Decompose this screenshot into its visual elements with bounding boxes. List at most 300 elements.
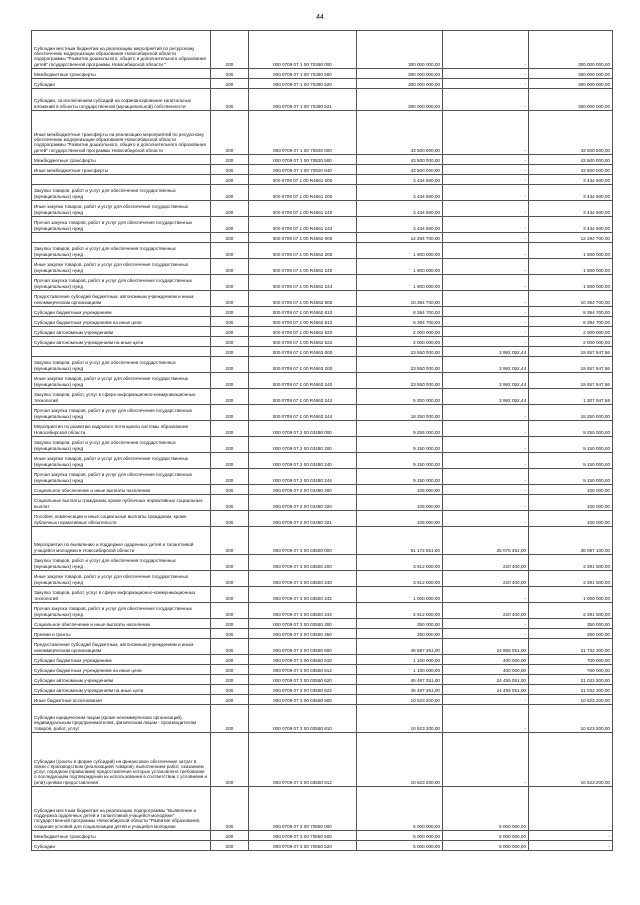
row-classification-cell: 000 0709 07 2 00 03480 244 bbox=[249, 469, 357, 485]
row-executed-cell: - bbox=[443, 437, 529, 453]
row-plan-cell: 8 394 700,00 bbox=[357, 317, 443, 327]
row-name-cell: Субсидии bbox=[32, 79, 211, 89]
row-plan-cell: 1 100 000,00 bbox=[357, 665, 443, 675]
row-classification-cell: 000 0709 07 1 00 R4663 200 bbox=[249, 357, 357, 373]
row-code-cell: 200 bbox=[211, 655, 249, 665]
row-remaining-cell: 2 000 000,00 bbox=[529, 327, 613, 337]
table-row bbox=[32, 307, 613, 317]
row-classification-cell: 000 0709 07 1 00 R4663 000 bbox=[249, 347, 357, 357]
row-plan-cell: 5 300 000,00 bbox=[357, 389, 443, 405]
row-remaining-cell: 300 000 000,00 bbox=[529, 69, 613, 79]
row-classification-cell: 000 0709 07 3 00 03550 600 bbox=[249, 639, 357, 655]
row-code-cell: 200 bbox=[211, 69, 249, 79]
row-classification-cell: 000 0709 07 3 00 03550 300 bbox=[249, 619, 357, 629]
row-remaining-cell: 3 434 600,00 bbox=[529, 217, 613, 233]
row-executed-cell: - bbox=[443, 79, 529, 89]
row-remaining-cell: 1 307 947,56 bbox=[529, 389, 613, 405]
row-name-cell: Субсидии юридическим лицам (кроме некоммерческих организаций), индивидуальным предпринимателям, физическим лицам - производителям товаров, работ, услуг bbox=[32, 705, 211, 733]
row-executed-cell: - bbox=[443, 327, 529, 337]
row-executed-cell: - bbox=[443, 733, 529, 787]
row-name-cell: Социальные выплаты гражданам, кроме публичных нормативных социальных выплат bbox=[32, 495, 211, 511]
row-code-cell: 200 bbox=[211, 831, 249, 841]
row-executed-cell: - bbox=[443, 275, 529, 291]
row-classification-cell: 000 0709 07 1 00 R4663 244 bbox=[249, 405, 357, 421]
row-code-cell: 200 bbox=[211, 685, 249, 695]
row-name-cell: Субсидии бюджетным учреждениям на иные цели bbox=[32, 665, 211, 675]
table-row bbox=[32, 373, 613, 389]
table-row bbox=[32, 695, 613, 705]
row-code-cell: 200 bbox=[211, 421, 249, 437]
row-classification-cell: 000 0709 07 3 00 03550 620 bbox=[249, 675, 357, 685]
row-code-cell: 200 bbox=[211, 347, 249, 357]
row-executed-cell: - bbox=[443, 233, 529, 243]
row-plan-cell: 10 623 200,00 bbox=[357, 733, 443, 787]
row-code-cell: 200 bbox=[211, 201, 249, 217]
row-remaining-cell: 350 000,00 bbox=[529, 619, 613, 629]
row-remaining-cell: 1 000 000,00 bbox=[529, 587, 613, 603]
budget-table bbox=[31, 30, 613, 851]
row-remaining-cell: 1 900 000,00 bbox=[529, 259, 613, 275]
row-plan-cell: 9 255 000,00 bbox=[357, 421, 443, 437]
row-executed-cell: - bbox=[443, 695, 529, 705]
row-executed-cell: 5 000 000,00 bbox=[443, 841, 529, 851]
table-row bbox=[32, 831, 613, 841]
row-plan-cell: 105 000,00 bbox=[357, 495, 443, 511]
row-classification-cell: 000 0709 07 3 00 03550 610 bbox=[249, 655, 357, 665]
row-classification-cell: 000 0709 07 1 00 70820 500 bbox=[249, 155, 357, 165]
row-plan-cell: 23 550 000,00 bbox=[357, 373, 443, 389]
row-remaining-cell: 43 500 000,00 bbox=[529, 165, 613, 175]
row-code-cell: 200 bbox=[211, 675, 249, 685]
row-code-cell: 200 bbox=[211, 639, 249, 655]
row-classification-cell: 000 0709 07 1 00 70380 520 bbox=[249, 79, 357, 89]
table-row bbox=[32, 337, 613, 347]
row-name-cell: Субсидии бюджетным учреждениям на иные цели bbox=[32, 317, 211, 327]
row-classification-cell: 000 0709 07 1 00 70380 000 bbox=[249, 31, 357, 69]
row-name-cell: Закупка товаров, работ и услуг для обеспечения государственных (муниципальных) нужд bbox=[32, 243, 211, 259]
row-classification-cell: 000 0709 07 3 00 70550 520 bbox=[249, 841, 357, 851]
row-code-cell: 200 bbox=[211, 587, 249, 603]
row-code-cell: 200 bbox=[211, 571, 249, 587]
row-classification-cell: 000 0709 07 1 00 R4663 240 bbox=[249, 373, 357, 389]
row-name-cell: Субсидии бюджетным учреждениям bbox=[32, 655, 211, 665]
row-name-cell: Субсидии местным бюджетам на реализацию мероприятий по ресурсному обеспечению модернизации образования Новосибирской области подпрограммы "Развитие дошкольного, общего и дополнительного образования детей" государственной программы Новосибирской области " bbox=[32, 31, 211, 69]
row-code-cell: 200 bbox=[211, 603, 249, 619]
row-name-cell: Закупка товаров, работ, услуг в сфере информационно-коммуникационных технологий bbox=[32, 587, 211, 603]
row-executed-cell: 400 000,00 bbox=[443, 655, 529, 665]
row-plan-cell: 2 612 000,00 bbox=[357, 603, 443, 619]
row-plan-cell: 5 000 000,00 bbox=[357, 841, 443, 851]
row-executed-cell: - bbox=[443, 201, 529, 217]
row-plan-cell: 10 394 700,00 bbox=[357, 291, 443, 307]
row-remaining-cell: - bbox=[529, 841, 613, 851]
row-executed-cell: - bbox=[443, 155, 529, 165]
row-code-cell: 200 bbox=[211, 511, 249, 527]
row-remaining-cell: 19 557 947,56 bbox=[529, 357, 613, 373]
row-plan-cell: 3 612 000,00 bbox=[357, 555, 443, 571]
row-executed-cell: 3 992 052,44 bbox=[443, 357, 529, 373]
row-remaining-cell: 10 623 200,00 bbox=[529, 695, 613, 705]
row-code-cell: 200 bbox=[211, 373, 249, 389]
row-plan-cell: 45 487 351,00 bbox=[357, 675, 443, 685]
row-executed-cell: 3 992 052,44 bbox=[443, 389, 529, 405]
row-code-cell: 200 bbox=[211, 275, 249, 291]
row-executed-cell: - bbox=[443, 495, 529, 511]
table-row bbox=[32, 243, 613, 259]
row-classification-cell: 000 0709 07 1 00 R4661 240 bbox=[249, 201, 357, 217]
row-name-cell: Иные закупки товаров, работ и услуг для обеспечения государственных (муниципальных) нужд bbox=[32, 259, 211, 275]
row-classification-cell: 000 0709 07 3 00 03550 244 bbox=[249, 603, 357, 619]
row-executed-cell: - bbox=[443, 69, 529, 79]
row-classification-cell: 000 0709 07 1 00 R4662 200 bbox=[249, 243, 357, 259]
row-classification-cell: 000 0709 07 2 00 03480 300 bbox=[249, 485, 357, 495]
row-remaining-cell: 43 500 000,00 bbox=[529, 155, 613, 165]
row-executed-cell: - bbox=[443, 485, 529, 495]
row-remaining-cell: 18 250 000,00 bbox=[529, 405, 613, 421]
row-name-cell: Закупка товаров, работ и услуг для обеспечения государственных (муниципальных) нужд bbox=[32, 437, 211, 453]
row-classification-cell: 000 0709 07 3 00 03550 612 bbox=[249, 665, 357, 675]
row-executed-cell: 3 992 052,44 bbox=[443, 347, 529, 357]
table-row bbox=[32, 217, 613, 233]
table-row bbox=[32, 511, 613, 527]
row-classification-cell: 000 0709 07 1 00 R4662 240 bbox=[249, 259, 357, 275]
row-plan-cell: 1 900 000,00 bbox=[357, 243, 443, 259]
row-remaining-cell: 3 434 600,00 bbox=[529, 201, 613, 217]
row-name-cell: Иные межбюджетные трансферты на реализацию мероприятий по ресурсному обеспечению модернизации образования Новосибирской области подпрограммы "Развитие дошкольного, общего и дополнительного образования детей" государственной программы Новосибирской области bbox=[32, 111, 211, 155]
row-executed-cell: - bbox=[443, 469, 529, 485]
row-remaining-cell: 1 900 000,00 bbox=[529, 275, 613, 291]
row-executed-cell: - bbox=[443, 217, 529, 233]
row-classification-cell: 000 0709 07 3 00 03550 200 bbox=[249, 555, 357, 571]
row-classification-cell: 000 0709 07 3 00 03550 000 bbox=[249, 527, 357, 555]
table-row bbox=[32, 485, 613, 495]
table-row bbox=[32, 89, 613, 111]
row-remaining-cell: 2 000 000,00 bbox=[529, 337, 613, 347]
row-code-cell: 200 bbox=[211, 79, 249, 89]
row-name-cell: Мероприятия по выявлению и поддержке одаренных детей и талантливой учащейся молодежи в Новосибирской области bbox=[32, 527, 211, 555]
row-remaining-cell: 12 294 700,00 bbox=[529, 233, 613, 243]
row-classification-cell: 000 0709 07 3 00 03550 800 bbox=[249, 695, 357, 705]
row-name-cell: Межбюджетные трансферты bbox=[32, 69, 211, 79]
row-plan-cell: 300 000 000,00 bbox=[357, 89, 443, 111]
row-code-cell: 200 bbox=[211, 185, 249, 201]
page-number: 44 bbox=[316, 14, 324, 21]
row-plan-cell: 10 623 200,00 bbox=[357, 705, 443, 733]
table-row bbox=[32, 233, 613, 243]
table-row bbox=[32, 733, 613, 787]
row-executed-cell: - bbox=[443, 291, 529, 307]
row-name-cell: Социальное обеспечение и иные выплаты населению bbox=[32, 485, 211, 495]
row-remaining-cell: 2 391 600,00 bbox=[529, 603, 613, 619]
table-row bbox=[32, 69, 613, 79]
row-plan-cell: 3 434 600,00 bbox=[357, 175, 443, 185]
table-row bbox=[32, 259, 613, 275]
row-executed-cell: 24 855 051,00 bbox=[443, 639, 529, 655]
table-row bbox=[32, 347, 613, 357]
row-plan-cell: 45 487 351,00 bbox=[357, 685, 443, 695]
row-plan-cell: 350 000,00 bbox=[357, 629, 443, 639]
row-executed-cell: - bbox=[443, 453, 529, 469]
row-code-cell: 200 bbox=[211, 155, 249, 165]
row-code-cell: 200 bbox=[211, 89, 249, 111]
row-code-cell: 200 bbox=[211, 337, 249, 347]
row-executed-cell: 24 455 051,00 bbox=[443, 685, 529, 695]
table-row bbox=[32, 555, 613, 571]
row-plan-cell: 23 550 000,00 bbox=[357, 347, 443, 357]
row-name-cell: Прочая закупка товаров, работ и услуг для обеспечения государственных (муниципальных) нужд bbox=[32, 217, 211, 233]
table-row bbox=[32, 437, 613, 453]
row-plan-cell: 1 900 000,00 bbox=[357, 259, 443, 275]
row-name-cell: Закупка товаров, работ и услуг для обеспечения государственных (муниципальных) нужд bbox=[32, 185, 211, 201]
row-remaining-cell: 350 000,00 bbox=[529, 629, 613, 639]
row-code-cell: 200 bbox=[211, 437, 249, 453]
row-plan-cell: 43 500 000,00 bbox=[357, 111, 443, 155]
row-code-cell: 200 bbox=[211, 327, 249, 337]
row-executed-cell: - bbox=[443, 89, 529, 111]
row-remaining-cell: - bbox=[529, 787, 613, 831]
row-remaining-cell: 3 391 600,00 bbox=[529, 555, 613, 571]
row-code-cell: 200 bbox=[211, 485, 249, 495]
row-name-cell: Субсидии, за исключением субсидий на софинансирование капитальных вложений в объекты государственной (муниципальной) собственности bbox=[32, 89, 211, 111]
row-name-cell: Субсидии автономным учреждениям bbox=[32, 327, 211, 337]
row-classification-cell: 000 0709 07 3 00 03550 812 bbox=[249, 733, 357, 787]
table-row bbox=[32, 495, 613, 511]
row-plan-cell: 105 000,00 bbox=[357, 485, 443, 495]
row-plan-cell: 43 500 000,00 bbox=[357, 155, 443, 165]
row-plan-cell: 12 294 700,00 bbox=[357, 233, 443, 243]
row-name-cell bbox=[32, 347, 211, 357]
row-classification-cell: 000 0709 07 2 00 03480 200 bbox=[249, 437, 357, 453]
row-code-cell: 200 bbox=[211, 469, 249, 485]
row-name-cell: Пособия, компенсации и иные социальные выплаты гражданам, кроме публичных нормативных обязательств bbox=[32, 511, 211, 527]
row-remaining-cell: 10 623 200,00 bbox=[529, 733, 613, 787]
row-code-cell: 200 bbox=[211, 357, 249, 373]
table-row bbox=[32, 841, 613, 851]
row-name-cell: Субсидии (гранты в форме субсидий) на финансовое обеспечение затрат в связи с производством (реализацией товаров), выполнением работ, оказанием услуг, порядком (правилами) предоставления которых установлено требование о последующем подтверждении их использования в соответствии с условиями и (или) целями предоставления bbox=[32, 733, 211, 787]
row-plan-cell: 3 434 600,00 bbox=[357, 185, 443, 201]
row-name-cell: Иные закупки товаров, работ и услуг для обеспечения государственных (муниципальных) нужд bbox=[32, 373, 211, 389]
table-row bbox=[32, 275, 613, 291]
row-name-cell: Субсидии автономным учреждениям bbox=[32, 675, 211, 685]
table-row bbox=[32, 639, 613, 655]
table-row bbox=[32, 675, 613, 685]
row-classification-cell: 000 0709 07 2 00 03480 320 bbox=[249, 495, 357, 511]
table-row bbox=[32, 327, 613, 337]
row-code-cell: 200 bbox=[211, 527, 249, 555]
table-row bbox=[32, 291, 613, 307]
row-remaining-cell: 300 000 000,00 bbox=[529, 31, 613, 69]
row-name-cell bbox=[32, 175, 211, 185]
row-remaining-cell: 10 394 700,00 bbox=[529, 291, 613, 307]
row-executed-cell: - bbox=[443, 317, 529, 327]
row-code-cell: 200 bbox=[211, 495, 249, 511]
row-name-cell: Прочая закупка товаров, работ и услуг для обеспечения государственных (муниципальных) нужд bbox=[32, 405, 211, 421]
row-remaining-cell: 3 434 600,00 bbox=[529, 175, 613, 185]
row-remaining-cell: 10 623 200,00 bbox=[529, 705, 613, 733]
row-code-cell: 200 bbox=[211, 291, 249, 307]
row-remaining-cell: 700 000,00 bbox=[529, 665, 613, 675]
row-remaining-cell: 19 557 947,56 bbox=[529, 347, 613, 357]
row-executed-cell: 220 400,00 bbox=[443, 571, 529, 587]
row-name-cell: Прочая закупка товаров, работ и услуг для обеспечения государственных (муниципальных) нужд bbox=[32, 603, 211, 619]
row-executed-cell: 25 075 451,00 bbox=[443, 527, 529, 555]
row-executed-cell: - bbox=[443, 705, 529, 733]
row-plan-cell: 1 000 000,00 bbox=[357, 587, 443, 603]
row-remaining-cell: 105 000,00 bbox=[529, 511, 613, 527]
row-classification-cell: 000 0709 07 3 00 70550 500 bbox=[249, 831, 357, 841]
row-classification-cell: 000 0709 07 1 00 R4662 600 bbox=[249, 291, 357, 307]
table-row bbox=[32, 587, 613, 603]
table-row bbox=[32, 685, 613, 695]
row-plan-cell: 8 394 700,00 bbox=[357, 307, 443, 317]
table-row bbox=[32, 165, 613, 175]
row-classification-cell: 000 0709 07 1 00 R4662 610 bbox=[249, 307, 357, 317]
row-executed-cell: - bbox=[443, 337, 529, 347]
row-executed-cell: - bbox=[443, 185, 529, 201]
row-plan-cell: 9 150 000,00 bbox=[357, 469, 443, 485]
table-row bbox=[32, 629, 613, 639]
row-plan-cell: 5 000 000,00 bbox=[357, 831, 443, 841]
row-plan-cell: 2 000 000,00 bbox=[357, 337, 443, 347]
table-row bbox=[32, 185, 613, 201]
row-executed-cell: - bbox=[443, 421, 529, 437]
table-row bbox=[32, 201, 613, 217]
row-remaining-cell: 1 900 000,00 bbox=[529, 243, 613, 259]
table-row bbox=[32, 527, 613, 555]
row-plan-cell: 9 150 000,00 bbox=[357, 453, 443, 469]
table-row bbox=[32, 655, 613, 665]
table-row bbox=[32, 175, 613, 185]
row-classification-cell: 000 0709 07 3 00 70550 000 bbox=[249, 787, 357, 831]
row-classification-cell: 000 0709 07 2 00 03480 240 bbox=[249, 453, 357, 469]
row-classification-cell: 000 0709 07 1 00 70380 500 bbox=[249, 69, 357, 79]
table-row bbox=[32, 603, 613, 619]
row-name-cell: Мероприятия по развитию кадрового потенциала системы образования Новосибирской области bbox=[32, 421, 211, 437]
row-name-cell: Субсидии местным бюджетам на реализацию подпрограммы "Выявление и поддержка одаренных детей и талантливой учащейся молодежи" государственной программы Новосибирской области "Развитие образования, создание условий для социализации детей и учащейся молодежи bbox=[32, 787, 211, 831]
table-row bbox=[32, 787, 613, 831]
row-plan-cell: 1 100 000,00 bbox=[357, 655, 443, 665]
row-plan-cell: 23 550 000,00 bbox=[357, 357, 443, 373]
row-name-cell: Субсидии бюджетным учреждениям bbox=[32, 307, 211, 317]
row-name-cell: Иные закупки товаров, работ и услуг для обеспечения государственных (муниципальных) нужд bbox=[32, 571, 211, 587]
row-classification-cell: 000 0709 07 1 00 R4662 612 bbox=[249, 317, 357, 327]
row-classification-cell: 000 0709 07 3 00 03550 242 bbox=[249, 587, 357, 603]
row-classification-cell: 000 0709 07 1 00 R4662 620 bbox=[249, 327, 357, 337]
row-code-cell: 200 bbox=[211, 453, 249, 469]
row-classification-cell: 000 0709 07 1 00 R4663 242 bbox=[249, 389, 357, 405]
row-executed-cell: - bbox=[443, 175, 529, 185]
row-code-cell: 200 bbox=[211, 307, 249, 317]
row-remaining-cell: 43 500 000,00 bbox=[529, 111, 613, 155]
row-executed-cell: - bbox=[443, 165, 529, 175]
row-remaining-cell: 36 097 100,00 bbox=[529, 527, 613, 555]
row-remaining-cell: 21 032 300,00 bbox=[529, 685, 613, 695]
row-executed-cell: - bbox=[443, 307, 529, 317]
row-classification-cell: 000 0709 07 3 00 03550 350 bbox=[249, 629, 357, 639]
row-classification-cell: 000 0709 07 2 00 03480 000 bbox=[249, 421, 357, 437]
row-plan-cell: 300 000 000,00 bbox=[357, 31, 443, 69]
row-plan-cell: 46 587 351,00 bbox=[357, 639, 443, 655]
row-code-cell: 200 bbox=[211, 705, 249, 733]
row-executed-cell: - bbox=[443, 31, 529, 69]
row-code-cell: 200 bbox=[211, 733, 249, 787]
row-name-cell: Закупка товаров, работ, услуг в сфере информационно-коммуникационных технологий bbox=[32, 389, 211, 405]
table-row bbox=[32, 79, 613, 89]
row-remaining-cell: - bbox=[529, 831, 613, 841]
row-name-cell: Межбюджетные трансферты bbox=[32, 831, 211, 841]
row-name-cell: Закупка товаров, работ и услуг для обеспечения государственных (муниципальных) нужд bbox=[32, 357, 211, 373]
row-classification-cell: 000 0709 07 1 00 70820 000 bbox=[249, 111, 357, 155]
row-remaining-cell: 21 732 300,00 bbox=[529, 639, 613, 655]
row-code-cell: 200 bbox=[211, 389, 249, 405]
row-plan-cell: 3 434 600,00 bbox=[357, 217, 443, 233]
row-classification-cell: 000 0709 07 3 00 03550 240 bbox=[249, 571, 357, 587]
row-plan-cell: 300 000 000,00 bbox=[357, 69, 443, 79]
row-remaining-cell: 700 000,00 bbox=[529, 655, 613, 665]
row-remaining-cell: 3 391 600,00 bbox=[529, 571, 613, 587]
row-plan-cell: 43 500 000,00 bbox=[357, 165, 443, 175]
row-code-cell: 200 bbox=[211, 243, 249, 259]
row-plan-cell: 3 612 000,00 bbox=[357, 571, 443, 587]
row-classification-cell: 000 0709 07 1 00 R4661 000 bbox=[249, 175, 357, 185]
row-classification-cell: 000 0709 07 1 00 R4662 244 bbox=[249, 275, 357, 291]
row-name-cell: Социальное обеспечение и иные выплаты населению bbox=[32, 619, 211, 629]
row-name-cell: Межбюджетные трансферты bbox=[32, 155, 211, 165]
row-executed-cell: - bbox=[443, 629, 529, 639]
row-code-cell: 200 bbox=[211, 619, 249, 629]
row-code-cell: 200 bbox=[211, 259, 249, 275]
row-code-cell: 200 bbox=[211, 175, 249, 185]
table-row bbox=[32, 453, 613, 469]
row-code-cell: 200 bbox=[211, 787, 249, 831]
row-executed-cell: 400 000,00 bbox=[443, 665, 529, 675]
row-executed-cell: 5 000 000,00 bbox=[443, 831, 529, 841]
table-row bbox=[32, 705, 613, 733]
table-row bbox=[32, 31, 613, 69]
row-name-cell: Предоставление субсидий бюджетным, автономным учреждениям и иным некоммерческим организациям bbox=[32, 639, 211, 655]
row-code-cell: 200 bbox=[211, 405, 249, 421]
row-classification-cell: 000 0709 07 1 00 70380 521 bbox=[249, 89, 357, 111]
row-executed-cell: - bbox=[443, 111, 529, 155]
row-executed-cell: 220 400,00 bbox=[443, 555, 529, 571]
row-plan-cell: 10 623 200,00 bbox=[357, 695, 443, 705]
table-row bbox=[32, 405, 613, 421]
row-remaining-cell: 21 032 300,00 bbox=[529, 675, 613, 685]
row-name-cell: Иные закупки товаров, работ и услуг для обеспечения государственных (муниципальных) нужд bbox=[32, 201, 211, 217]
row-executed-cell: 5 000 000,00 bbox=[443, 787, 529, 831]
row-code-cell: 200 bbox=[211, 111, 249, 155]
table-row bbox=[32, 111, 613, 155]
row-classification-cell: 000 0709 07 3 00 03550 622 bbox=[249, 685, 357, 695]
row-code-cell: 200 bbox=[211, 165, 249, 175]
row-executed-cell: - bbox=[443, 243, 529, 259]
row-remaining-cell: 105 000,00 bbox=[529, 485, 613, 495]
row-code-cell: 200 bbox=[211, 555, 249, 571]
row-name-cell: Иные закупки товаров, работ и услуг для обеспечения государственных (муниципальных) нужд bbox=[32, 453, 211, 469]
row-code-cell: 200 bbox=[211, 629, 249, 639]
row-code-cell: 200 bbox=[211, 217, 249, 233]
row-plan-cell: 2 000 000,00 bbox=[357, 327, 443, 337]
table-row bbox=[32, 421, 613, 437]
row-name-cell: Субсидии bbox=[32, 841, 211, 851]
row-name-cell: Предоставление субсидий бюджетным, автономным учреждениям и иным некоммерческим организациям bbox=[32, 291, 211, 307]
row-name-cell: Закупка товаров, работ и услуг для обеспечения государственных (муниципальных) нужд bbox=[32, 555, 211, 571]
row-plan-cell: 300 000 000,00 bbox=[357, 79, 443, 89]
row-remaining-cell: 8 394 700,00 bbox=[529, 307, 613, 317]
row-executed-cell: - bbox=[443, 259, 529, 275]
row-remaining-cell: 9 150 000,00 bbox=[529, 437, 613, 453]
row-classification-cell: 000 0709 07 3 00 03550 810 bbox=[249, 705, 357, 733]
